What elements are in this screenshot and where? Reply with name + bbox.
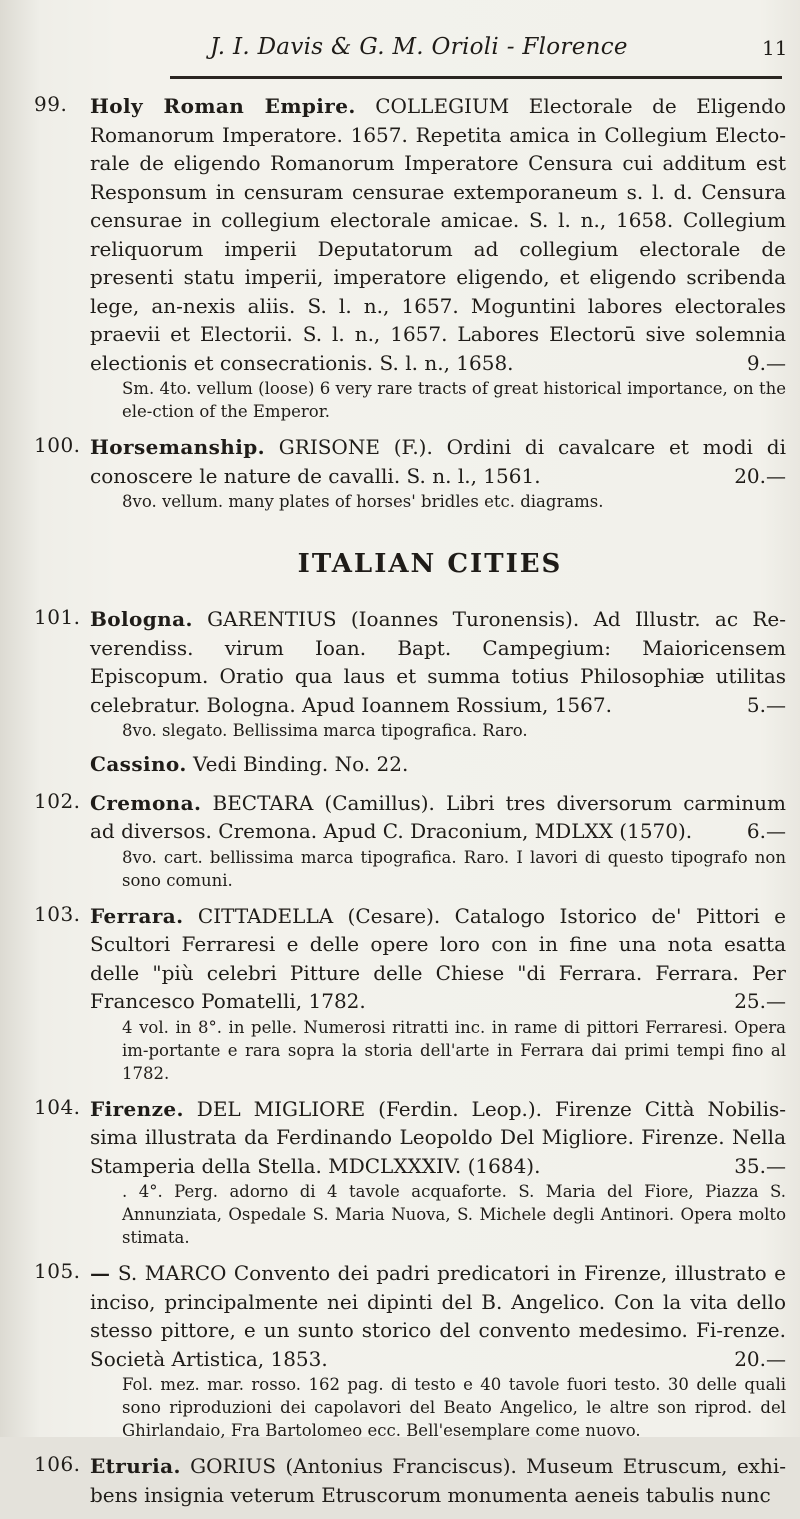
entry-text: GRISONE (F.). Ordini di cavalcare et modi di conoscere le nature de cavalli. S. n. l., 1561.: [90, 435, 786, 488]
catalogue-entry: [34, 1259, 786, 1442]
entry-number: 101.: [34, 605, 81, 629]
catalogue-entry: [34, 92, 786, 423]
entry-number: 104.: [34, 1094, 81, 1119]
entry-note: Fol. mez. mar. rosso. 162 pag. di testo e 40 tavole fuori testo. 30 delle quali sono riproduzioni dei capolavori del Beato Angelico, le altre son riprod. del Ghirlandaio, Fra Bartolomeo ecc. Bell'esemplare come nuovo.: [122, 1375, 786, 1440]
entry-body: [90, 92, 786, 377]
catalogue-entry: [34, 605, 786, 779]
entry-text: CITTADELLA (Cesare). Catalogo Istorico de' Pittori e Scultori Ferraresi e delle opere loro con in fine una nota esatta delle "più celebri Pitture delle Chiese "di Ferrara. Ferrara. Per Francesco Pomatelli, 1782.: [90, 903, 786, 1013]
catalogue-entry: [34, 433, 786, 513]
entry-body: [90, 1095, 786, 1181]
entry-body: [90, 605, 786, 719]
entry-text: COLLEGIUM Electorale de Eligendo Romanorum Imperatore. 1657. Repetita amica in Collegium Electo-rale de eligendo Romanorum Imperatore Censura cui additum est Responsum in censuram censurae extemporaneum s. l. d. Censura censurae in collegium electorale amicae. S. l. n., 1658. Collegium reliquorum imperii Deputatorum ad collegium electorale de presenti statu imperii, imperatore eligendo, et eligendo scribenda lege, an-nexis aliis. S. l. n., 1657. Moguntini labores electorales praevii et Electorii. S. l. n., 1657. Labores Electorū sive solemnia electionis et consecrationis. S. l. n., 1658.: [90, 94, 786, 375]
entry-text: DEL MIGLIORE (Ferdin. Leop.). Firenze Città Nobilis-sima illustrata da Ferdinando Leopoldo Del Migliore. Firenze. Nella Stamperia della Stella. MDCLXXXIV. (1684).: [90, 1096, 786, 1178]
cross-reference-text: Vedi Binding. No. 22.: [193, 752, 409, 776]
entry-text: S. MARCO Convento dei padri predicatori in Firenze, illustrato e inciso, principalmente nei dipinti del B. Angelico. Con la vita dello stesso pittore, e un sunto storico del convento medesimo. Fi-renze. Società Artistica, 1853.: [90, 1261, 786, 1371]
entry-heading: Cremona.: [90, 790, 202, 815]
entry-number: 100.: [34, 433, 81, 457]
entry-body: [90, 1259, 786, 1373]
entry-number: 105.: [34, 1259, 81, 1283]
entry-number: 99.: [34, 92, 68, 116]
entry-heading: Horsemanship.: [90, 435, 265, 459]
entry-number: 102.: [34, 788, 81, 813]
entry-price: 25.—: [734, 989, 786, 1013]
entry-price: 20.—: [734, 463, 786, 488]
entry-price: 9.—: [746, 350, 786, 375]
entry-number: 106.: [34, 1452, 81, 1476]
header-rule: [170, 76, 782, 79]
cross-reference-heading: Cassino.: [90, 752, 187, 776]
entry-number: 103.: [34, 901, 81, 926]
entry-note: . 4°. Perg. adorno di 4 tavole acquaforte. S. Maria del Fiore, Piazza S. Annunziata, Ospedale S. Maria Nuova, S. Michele degli Antinori. Opera molto stimata.: [122, 1182, 786, 1247]
entry-note: 8vo. slegato. Bellissima marca tipografica. Raro.: [122, 721, 528, 740]
entry-heading: —: [90, 1261, 111, 1285]
entry-note: Sm. 4to. vellum (loose) 6 very rare tracts of great historical importance, on the ele-ction of the Emperor.: [122, 379, 786, 421]
entry-price: 35.—: [734, 1153, 786, 1178]
catalogue-entry: [34, 1095, 786, 1250]
catalogue-content: [34, 92, 786, 1519]
catalogue-entry: [34, 902, 786, 1085]
entry-text: BECTARA (Camillus). Libri tres diversorum carminum ad diversos. Cremona. Apud C. Draconium, MDLXX (1570).: [90, 790, 786, 843]
entry-body: [90, 1452, 786, 1509]
entry-body: [90, 789, 786, 846]
section-heading: ITALIAN CITIES: [297, 549, 563, 579]
entry-text: GARENTIUS (Ioannes Turonensis). Ad Illustr. ac Re-verendiss. virum Ioan. Bapt. Campegium: Maioricensem Episcopum. Oratio qua laus et summa totius Philosophiæ utilitas celebratur. Bologna. Apud Ioannem Rossium, 1567.: [90, 607, 787, 717]
entry-price: 6.—: [746, 819, 786, 843]
entry-note: 8vo. cart. bellissima marca tipografica. Raro. I lavori di questo tipografo non sono comuni.: [122, 847, 786, 890]
entry-heading: Firenze.: [90, 1096, 184, 1121]
entry-price: 20.—: [734, 1346, 786, 1371]
entry-body: [90, 433, 786, 490]
entry-heading: Holy Roman Empire.: [90, 94, 356, 118]
entry-body: [90, 902, 786, 1016]
page-number: 11: [762, 36, 788, 60]
entry-price: 5.—: [746, 692, 786, 717]
entry-note: 4 vol. in 8°. in pelle. Numerosi ritratti inc. in rame di pittori Ferraresi. Opera im-portante e rara sopra la storia dell'arte in Ferrara dai primi tempi fino al 1782.: [122, 1017, 786, 1083]
running-header: [0, 14, 800, 74]
entry-heading: Etruria.: [90, 1454, 181, 1478]
entry-heading: Ferrara.: [90, 903, 184, 928]
catalogue-entry: [34, 789, 786, 892]
catalogue-entry: [34, 1452, 786, 1509]
entry-heading: Bologna.: [90, 607, 193, 631]
running-title: J. I. Davis & G. M. Orioli - Florence: [210, 34, 628, 60]
entry-text: GORIUS (Antonius Franciscus). Museum Etruscum, exhi-bens insignia veterum Etruscorum monumenta aeneis tabulis nunc: [90, 1454, 786, 1507]
entry-note: 8vo. vellum. many plates of horses' bridles etc. diagrams.: [122, 492, 604, 511]
entry-cross-reference: [90, 750, 786, 779]
